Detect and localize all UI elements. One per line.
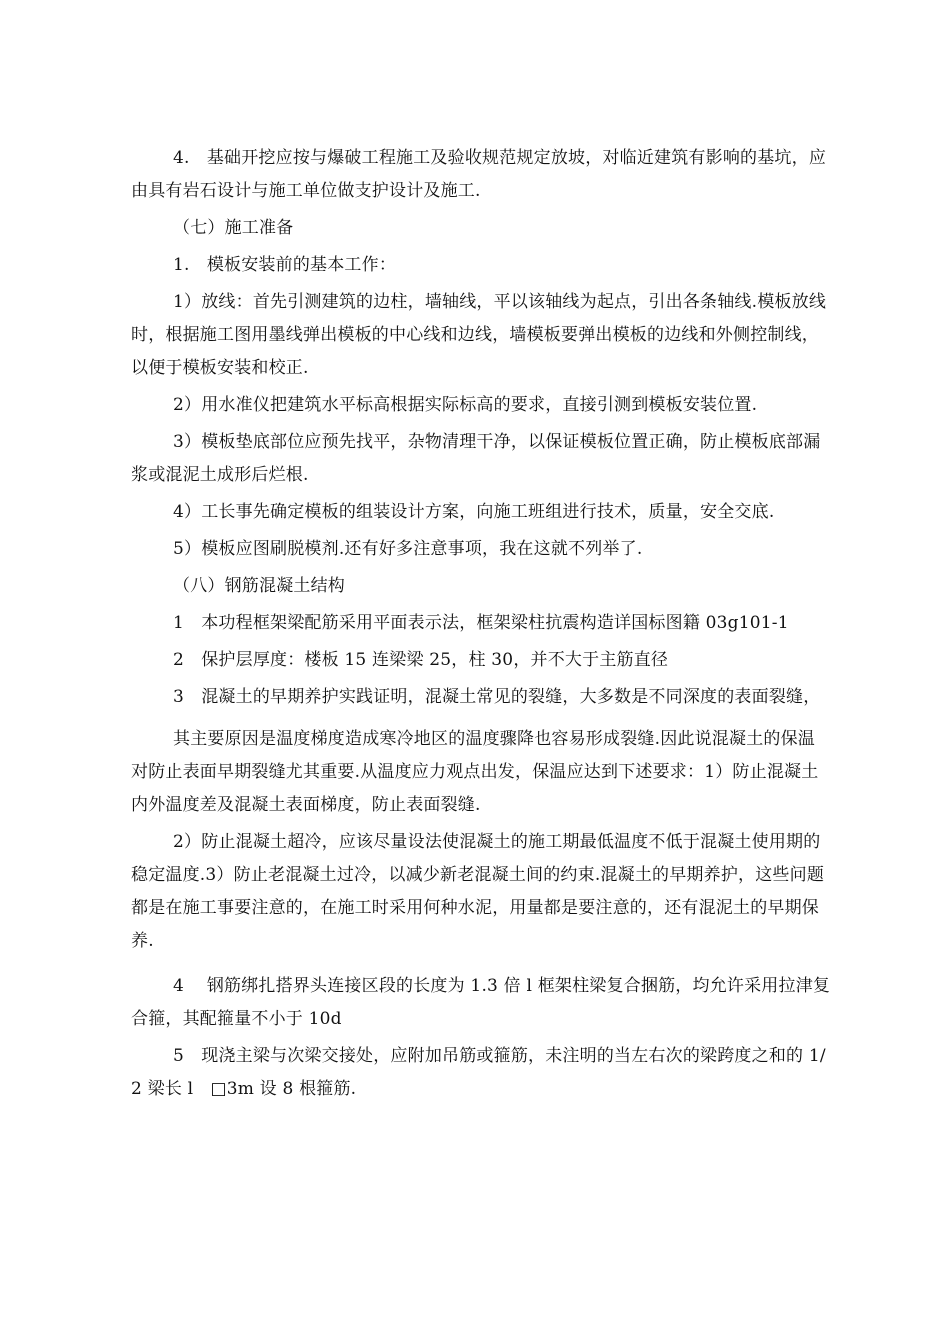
paragraph-level-survey: 2）用水准仪把建筑水平标高根据实际标高的要求，直接引测到模板安装位置. (173, 395, 758, 415)
section-heading-construction-prep: （七）施工准备 (173, 218, 294, 238)
paragraph-overcooling: 2）防止混凝土超冷，应该尽量设法使混凝土的施工期最低温度不低于混凝土使用期的稳定温度.3）防止老混凝土过冷，以减少新老混凝土间的约束.混凝土的早期养护，这些问题都是在施工事要注意的，在施工时采用何种水泥，用量都是要注意的，还有混泥土的早期保养. (131, 832, 825, 951)
paragraph-release-agent: 5）模板应图刷脱模剂.还有好多注意事项，我在这就不列举了. (173, 539, 643, 559)
document-body (131, 142, 831, 1106)
section-heading-rc-structure: （八）钢筋混凝土结构 (173, 576, 345, 596)
paragraph-formwork-basics: 1. 模板安装前的基本工作： (173, 255, 397, 275)
paragraph-layout-lines: 1）放线：首先引测建筑的边柱，墙轴线，平以该轴线为起点，引出各条轴线.模板放线时，根据施工图用墨线弹出模板的中心线和边线，墙模板要弹出模板的边线和外侧控制线，以便于模板安装和校正. (131, 292, 827, 378)
paragraph-early-curing: 3 混凝土的早期养护实践证明，混凝土常见的裂缝，大多数是不同深度的表面裂缝， (173, 687, 821, 707)
paragraph-cover-thickness: 2 保护层厚度：楼板 15 连梁梁 25，柱 30，并不大于主筋直径 (173, 650, 669, 670)
paragraph-temperature-causes: 其主要原因是温度梯度造成寒冷地区的温度骤降也容易形成裂缝.因此说混凝土的保温对防止表面早期裂缝尤其重要.从温度应力观点出发，保温应达到下述要求：1）防止混凝土内外温度差及混凝土表面梯度，防止表面裂缝. (131, 729, 819, 815)
paragraph-lap-splice: 4 钢筋绑扎搭界头连接区段的长度为 1.3 倍 l 框架柱梁复合捆筋，均允许采用拉津复合箍，其配箍量不小于 10d (131, 976, 831, 1029)
paragraph-excavation: 4. 基础开挖应按与爆破工程施工及验收规范规定放坡，对临近建筑有影响的基坑，应由具有岩石设计与施工单位做支护设计及施工. (131, 148, 827, 201)
paragraph-base-leveling: 3）模板垫底部位应预先找平，杂物清理干净，以保证模板位置正确，防止模板底部漏浆或混泥土成形后烂根. (131, 432, 821, 485)
paragraph-beam-reinforcement: 1 本功程框架梁配筋采用平面表示法，框架梁柱抗震构造详国标图籍 03g101-1 (173, 613, 789, 633)
paragraph-assembly-plan: 4）工长事先确定模板的组装设计方案，向施工班组进行技术，质量，安全交底. (173, 502, 775, 522)
paragraph-hanger-bars: 5 现浇主梁与次梁交接处，应附加吊筋或箍筋，未注明的当左右次的梁跨度之和的 1/2 梁长 l □3m 设 8 根箍筋. (131, 1046, 826, 1099)
